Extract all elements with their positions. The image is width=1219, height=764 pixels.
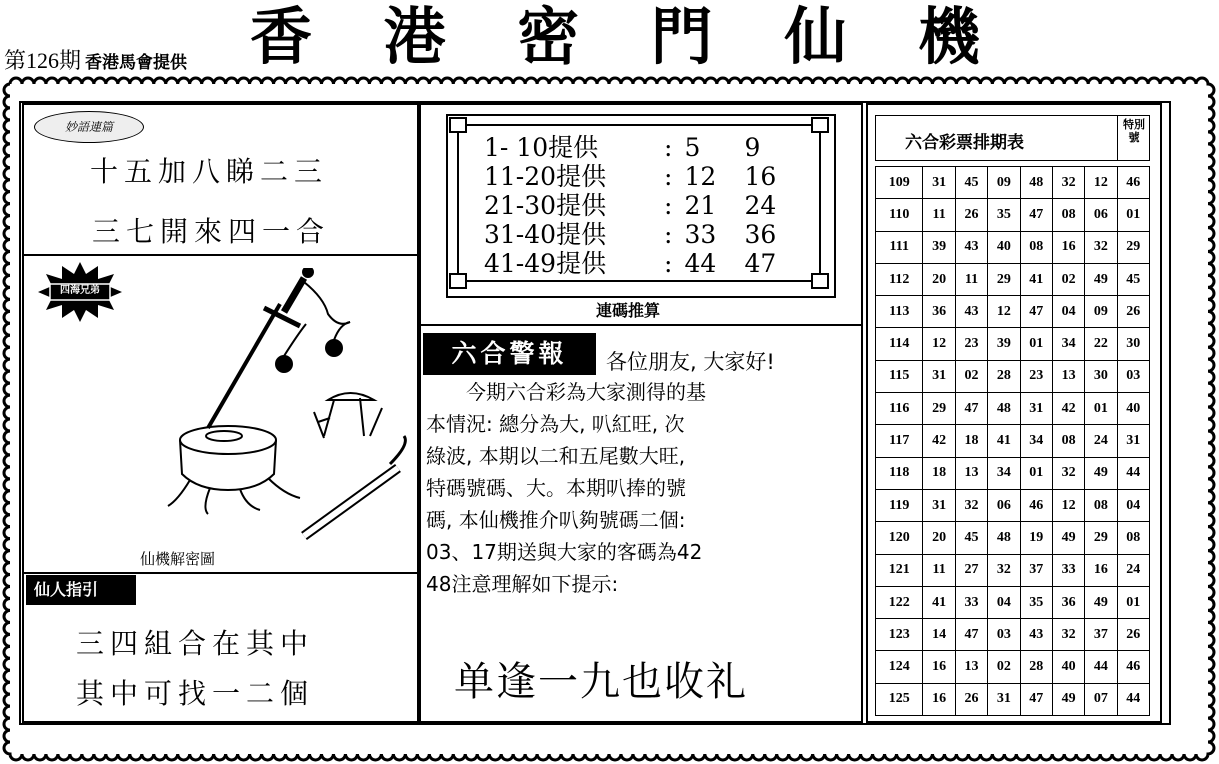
alarm-heading: 六合警報 [423, 333, 596, 375]
guide-heading: 仙人指引 [26, 575, 136, 605]
title-char: 港 [383, 0, 446, 73]
number-cell: 13 [955, 457, 987, 489]
number-cell: 18 [955, 425, 987, 457]
number-cell: 18 [923, 457, 955, 489]
title-char: 香 [250, 0, 313, 73]
number-cell: 32 [988, 554, 1020, 586]
number-cell: 46 [1117, 651, 1149, 683]
issue-cell: 119 [876, 489, 923, 521]
number-cell: 40 [1117, 393, 1149, 425]
number-cell: 35 [988, 199, 1020, 231]
number-cell: 16 [1085, 554, 1117, 586]
number-cell: 08 [1117, 522, 1149, 554]
number-cell: 32 [955, 489, 987, 521]
issue-cell: 118 [876, 457, 923, 489]
number-cell: 32 [1052, 619, 1084, 651]
number-cell: 47 [1020, 296, 1052, 328]
number-cell: 36 [923, 296, 955, 328]
guide-line-1: 三四組合在其中 [76, 627, 315, 660]
number-cell: 48 [988, 522, 1020, 554]
number-cell: 45 [955, 522, 987, 554]
number-cell: 12 [923, 328, 955, 360]
number-cell: 08 [1052, 425, 1084, 457]
range-row: 1- 10提供 : 5 9 [484, 133, 761, 162]
range-row: 11-20提供 : 12 16 [484, 162, 777, 191]
table-row [876, 296, 1150, 328]
divider [22, 572, 419, 574]
starburst-label: 四海兄弟 [60, 285, 100, 296]
number-cell: 12 [1052, 489, 1084, 521]
number-cell: 01 [1020, 328, 1052, 360]
divider [22, 254, 419, 256]
number-cell: 27 [955, 554, 987, 586]
number-cell: 48 [1020, 167, 1052, 199]
number-cell: 47 [1020, 199, 1052, 231]
range-number: 16 [744, 162, 777, 191]
range-number: 21 [684, 191, 717, 220]
table-row [876, 360, 1150, 392]
number-cell: 01 [1117, 586, 1149, 618]
title-char: 密 [517, 0, 580, 73]
number-cell: 13 [1052, 360, 1084, 392]
number-cell: 31 [1020, 393, 1052, 425]
issue-cell: 109 [876, 167, 923, 199]
number-cell: 11 [923, 554, 955, 586]
provider-label: 香港馬會提供 [85, 53, 188, 73]
number-cell: 33 [1052, 554, 1084, 586]
number-cell: 03 [1117, 360, 1149, 392]
special-number-label: 特別號 [1117, 115, 1150, 161]
number-cell: 45 [1117, 263, 1149, 295]
number-cell: 09 [1085, 296, 1117, 328]
poem-line-1: 十五加八睇二三 [90, 155, 329, 188]
table-row [876, 328, 1150, 360]
number-cell: 04 [1117, 489, 1149, 521]
number-cell: 26 [955, 199, 987, 231]
table-row [876, 199, 1150, 231]
number-cell: 02 [955, 360, 987, 392]
number-cell: 45 [955, 167, 987, 199]
illustration-caption: 仙機解密圖 [140, 550, 216, 568]
number-cell: 28 [988, 360, 1020, 392]
range-number: 44 [684, 249, 717, 278]
number-cell: 26 [1117, 296, 1149, 328]
number-cell: 26 [955, 683, 987, 715]
number-cell: 43 [955, 296, 987, 328]
table-row [876, 651, 1150, 683]
number-cell: 49 [1085, 263, 1117, 295]
issue-cell: 121 [876, 554, 923, 586]
issue-cell: 110 [876, 199, 923, 231]
article-line: 今期六合彩為大家測得的基 [426, 380, 706, 404]
number-cell: 31 [923, 489, 955, 521]
article-body [426, 376, 846, 600]
range-row: 41-49提供 : 44 47 [484, 249, 777, 278]
number-cell: 23 [955, 328, 987, 360]
number-cell: 11 [955, 263, 987, 295]
number-cell: 12 [988, 296, 1020, 328]
issue-cell: 123 [876, 619, 923, 651]
number-cell: 36 [1052, 586, 1084, 618]
number-cell: 48 [988, 393, 1020, 425]
number-cell: 19 [1020, 522, 1052, 554]
number-cell: 07 [1085, 683, 1117, 715]
number-cell: 12 [1085, 167, 1117, 199]
number-cell: 29 [923, 393, 955, 425]
number-cell: 23 [1020, 360, 1052, 392]
number-cell: 44 [1085, 651, 1117, 683]
number-cell: 35 [1020, 586, 1052, 618]
range-number: 33 [684, 220, 717, 249]
number-cell: 34 [1020, 425, 1052, 457]
number-cell: 31 [988, 683, 1020, 715]
number-cell: 01 [1085, 393, 1117, 425]
number-cell: 24 [1085, 425, 1117, 457]
table-row [876, 619, 1150, 651]
range-label: 21-30提供 [484, 191, 607, 220]
number-cell: 31 [923, 360, 955, 392]
number-cell: 34 [1052, 328, 1084, 360]
range-label: 1- 10提供 [484, 133, 599, 162]
number-cell: 47 [955, 619, 987, 651]
number-cell: 09 [988, 167, 1020, 199]
table-row [876, 683, 1150, 715]
number-cell: 43 [1020, 619, 1052, 651]
table-row [876, 231, 1150, 263]
range-number: 12 [684, 162, 717, 191]
divider [419, 324, 863, 326]
range-row: 21-30提供 : 21 24 [484, 191, 777, 220]
number-cell: 30 [1085, 360, 1117, 392]
number-cell: 08 [1052, 199, 1084, 231]
number-cell: 29 [988, 263, 1020, 295]
number-cell: 26 [1117, 619, 1149, 651]
number-cell: 46 [1117, 167, 1149, 199]
issue-cell: 112 [876, 263, 923, 295]
number-cell: 28 [1020, 651, 1052, 683]
range-number: 9 [744, 133, 761, 162]
range-row: 31-40提供 : 33 36 [484, 220, 777, 249]
number-cell: 01 [1117, 199, 1149, 231]
range-number: 36 [744, 220, 777, 249]
number-cell: 44 [1117, 683, 1149, 715]
article-line: 48注意理解如下提示: [426, 572, 619, 596]
number-cell: 47 [1020, 683, 1052, 715]
range-label: 41-49提供 [484, 249, 607, 278]
page-title [250, 2, 980, 72]
number-cell: 04 [1052, 296, 1084, 328]
table-row [876, 393, 1150, 425]
number-cell: 16 [923, 683, 955, 715]
number-cell: 49 [1052, 683, 1084, 715]
number-cell: 08 [1020, 231, 1052, 263]
number-cell: 32 [1052, 167, 1084, 199]
number-cell: 22 [1085, 328, 1117, 360]
number-cell: 20 [923, 522, 955, 554]
number-cell: 37 [1020, 554, 1052, 586]
number-cell: 06 [988, 489, 1020, 521]
number-cell: 31 [1117, 425, 1149, 457]
table-row [876, 263, 1150, 295]
number-cell: 01 [1020, 457, 1052, 489]
number-cell: 41 [988, 425, 1020, 457]
number-cell: 41 [1020, 263, 1052, 295]
table-row [876, 586, 1150, 618]
issue-cell: 113 [876, 296, 923, 328]
table-row [876, 489, 1150, 521]
number-cell: 40 [1052, 651, 1084, 683]
number-cell: 41 [923, 586, 955, 618]
issue-cell: 116 [876, 393, 923, 425]
number-cell: 34 [988, 457, 1020, 489]
article-line: 本情況: 總分為大, 叭紅旺, 次 [426, 412, 685, 436]
article-line: 碼, 本仙機推介叭夠號碼二個: [426, 508, 686, 532]
number-cell: 49 [1052, 522, 1084, 554]
number-cell: 13 [955, 651, 987, 683]
number-cell: 44 [1117, 457, 1149, 489]
range-label: 31-40提供 [484, 220, 607, 249]
number-cell: 42 [923, 425, 955, 457]
number-cell: 29 [1117, 231, 1149, 263]
number-cell: 49 [1085, 457, 1117, 489]
number-cell: 33 [955, 586, 987, 618]
article-line: 特碼號碼、大。本期叭捧的號 [426, 476, 686, 500]
number-cell: 14 [923, 619, 955, 651]
issue-label: 第126期 [4, 48, 82, 73]
range-label: 11-20提供 [484, 162, 607, 191]
number-cell: 29 [1085, 522, 1117, 554]
greeting-text: 各位朋友, 大家好! [606, 350, 775, 374]
article-line: 03、17期送與大家的客碼為42 [426, 540, 703, 564]
table-row [876, 554, 1150, 586]
issue-cell: 122 [876, 586, 923, 618]
calc-caption: 連碼推算 [596, 301, 661, 320]
number-cell: 46 [1020, 489, 1052, 521]
number-cell: 39 [988, 328, 1020, 360]
results-table [875, 166, 1150, 716]
range-number: 24 [744, 191, 777, 220]
number-cell: 16 [1052, 231, 1084, 263]
title-char: 門 [650, 0, 713, 73]
issue-cell: 117 [876, 425, 923, 457]
table-row [876, 167, 1150, 199]
number-cell: 42 [1052, 393, 1084, 425]
number-cell: 02 [1052, 263, 1084, 295]
article-line: 綠波, 本期以二和五尾數大旺, [426, 444, 686, 468]
number-cell: 06 [1085, 199, 1117, 231]
number-cell: 20 [923, 263, 955, 295]
issue-cell: 115 [876, 360, 923, 392]
number-cell: 03 [988, 619, 1020, 651]
table-row [876, 457, 1150, 489]
issue-cell: 124 [876, 651, 923, 683]
number-cell: 16 [923, 651, 955, 683]
issue-cell: 125 [876, 683, 923, 715]
number-cell: 40 [988, 231, 1020, 263]
number-cell: 24 [1117, 554, 1149, 586]
number-cell: 08 [1085, 489, 1117, 521]
slogan-text: 单逢一九也收礼 [454, 659, 748, 705]
issue-cell: 120 [876, 522, 923, 554]
range-number: 5 [684, 133, 701, 162]
number-cell: 31 [923, 167, 955, 199]
sword-stump-illustration [128, 268, 418, 550]
number-cell: 02 [988, 651, 1020, 683]
table-row [876, 522, 1150, 554]
poem-line-2: 三七開來四一合 [92, 215, 331, 248]
number-cell: 43 [955, 231, 987, 263]
poem-badge: 妙語連篇 [34, 111, 144, 143]
number-cell: 49 [1085, 586, 1117, 618]
number-cell: 39 [923, 231, 955, 263]
table-title: 六合彩票排期表 [905, 133, 1024, 153]
number-cell: 30 [1117, 328, 1149, 360]
number-cell: 47 [955, 393, 987, 425]
range-number: 47 [744, 249, 777, 278]
number-cell: 04 [988, 586, 1020, 618]
number-cell: 32 [1052, 457, 1084, 489]
number-cell: 37 [1085, 619, 1117, 651]
number-cell: 32 [1085, 231, 1117, 263]
table-row [876, 425, 1150, 457]
issue-cell: 114 [876, 328, 923, 360]
guide-line-2: 其中可找一二個 [76, 677, 315, 710]
number-cell: 11 [923, 199, 955, 231]
title-char: 仙 [784, 0, 847, 73]
title-char: 機 [917, 0, 980, 73]
issue-cell: 111 [876, 231, 923, 263]
